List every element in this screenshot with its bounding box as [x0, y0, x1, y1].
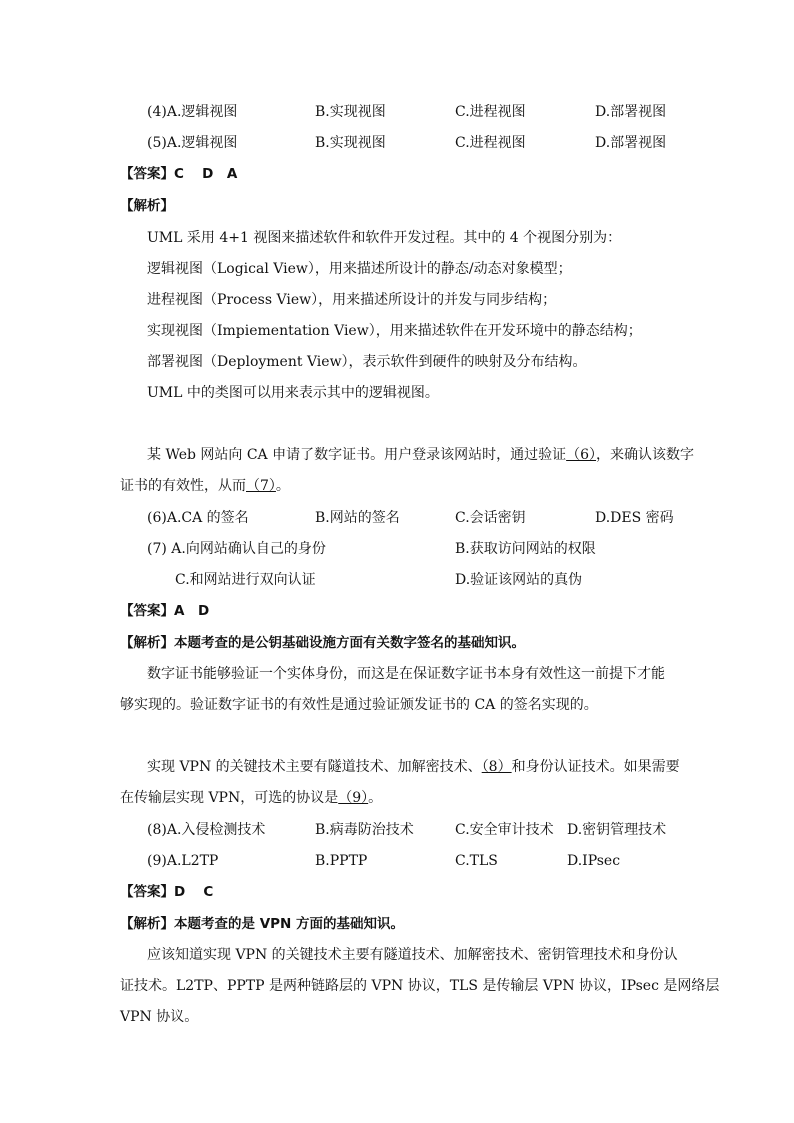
- blank-7: （7）: [246, 478, 276, 494]
- option-d: D.密钥管理技术: [567, 822, 667, 838]
- answer-3: [120, 882, 213, 902]
- analysis-head: 本题考查的是公钥基础设施方面有关数字签名的基础知识。: [174, 635, 525, 651]
- answer-value: D C: [174, 884, 214, 900]
- analysis-line: 证技术。L2TP、PPTP 是两种链路层的 VPN 协议，TLS 是传输层 VPN 协议，IPsec 是网络层: [120, 978, 720, 994]
- option-b: B.获取访问网站的权限: [455, 541, 596, 557]
- option-d: D.部署视图: [595, 104, 667, 120]
- blank-9: （9）: [338, 790, 369, 806]
- answer-2: [120, 601, 209, 621]
- stem-text: 在传输层实现 VPN，可选的协议是: [120, 790, 339, 806]
- blank-6: （6）: [566, 447, 597, 463]
- analysis-head: 本题考查的是 VPN 方面的基础知识。: [174, 916, 405, 932]
- option-row-4: [147, 102, 667, 122]
- analysis-line: 数字证书能够验证一个实体身份，而这是在保证数字证书本身有效性这一前提下才能: [147, 666, 665, 682]
- option-c: C.和网站进行双向认证: [175, 572, 316, 588]
- analysis-label-1: 【解析】: [120, 198, 174, 214]
- question-number: (5): [147, 135, 167, 151]
- option-c: C.进程视图: [455, 104, 526, 120]
- option-b: B.PPTP: [315, 853, 368, 869]
- option-b: B.实现视图: [315, 135, 386, 151]
- analysis-line: 进程视图（Process View），用来描述所设计的并发与同步结构；: [147, 292, 557, 308]
- option-row-8: [147, 820, 667, 840]
- stem-text: 某 Web 网站向 CA 申请了数字证书。用户登录该网站时，通过验证: [147, 447, 567, 463]
- option-a: A.逻辑视图: [166, 135, 238, 151]
- option-c: C.会话密钥: [455, 510, 526, 526]
- option-d: D.IPsec: [567, 853, 621, 869]
- analysis-line: UML 中的类图可以用来表示其中的逻辑视图。: [147, 385, 439, 401]
- answer-1: [120, 164, 237, 184]
- option-d: D.部署视图: [595, 135, 667, 151]
- answer-label: 【答案】: [120, 603, 174, 619]
- option-row-7b: [175, 570, 583, 590]
- analysis-line: VPN 协议。: [120, 1009, 199, 1025]
- stem-text: ，来确认该数字: [596, 447, 695, 463]
- stem-text: 实现 VPN 的关键技术主要有隧道技术、加解密技术、: [147, 759, 482, 775]
- analysis-line: UML 采用 4+1 视图来描述软件和软件开发过程。其中的 4 个视图分别为：: [147, 230, 622, 246]
- question-stem-cont: [120, 476, 290, 496]
- answer-value: A D: [174, 603, 210, 619]
- analysis-heading-3: [120, 914, 404, 934]
- option-row-9: [147, 851, 621, 871]
- option-a: (7) A.向网站确认自己的身份: [147, 541, 326, 557]
- analysis-line: 逻辑视图（Logical View），用来描述所设计的静态/动态对象模型；: [147, 261, 572, 277]
- option-a: A.逻辑视图: [166, 104, 238, 120]
- option-a: (9)A.L2TP: [147, 853, 219, 869]
- blank-8: （8）: [481, 759, 512, 775]
- option-b: B.实现视图: [315, 104, 386, 120]
- analysis-line: 部署视图（Deployment View），表示软件到硬件的映射及分布结构。: [147, 354, 587, 370]
- question-stem: [147, 757, 680, 777]
- question-stem-cont: [120, 788, 382, 808]
- question-stem: [147, 445, 694, 465]
- option-b: B.网站的签名: [315, 510, 400, 526]
- analysis-heading-2: [120, 633, 525, 653]
- option-row-7: [147, 539, 596, 559]
- option-a: (8)A.入侵检测技术: [147, 822, 266, 838]
- answer-label: 【答案】: [120, 166, 174, 182]
- option-c: C.TLS: [455, 853, 498, 869]
- option-c: C.进程视图: [455, 135, 526, 151]
- option-d: D.验证该网站的真伪: [455, 572, 583, 588]
- stem-text: 。: [275, 478, 290, 494]
- answer-value: C D A: [174, 166, 238, 182]
- analysis-line: 够实现的。验证数字证书的有效性是通过验证颁发证书的 CA 的签名实现的。: [120, 697, 598, 713]
- answer-label: 【答案】: [120, 884, 174, 900]
- option-c: C.安全审计技术: [455, 822, 554, 838]
- analysis-label: 【解析】: [120, 916, 174, 932]
- option-b: B.病毒防治技术: [315, 822, 414, 838]
- question-number: (4): [147, 104, 167, 120]
- option-d: D.DES 密码: [595, 510, 674, 526]
- analysis-line: 应该知道实现 VPN 的关键技术主要有隧道技术、加解密技术、密钥管理技术和身份认: [147, 947, 678, 963]
- analysis-label: 【解析】: [120, 635, 174, 651]
- stem-text: 。: [368, 790, 383, 806]
- option-row-6: [147, 508, 674, 528]
- option-a: (6)A.CA 的签名: [147, 510, 249, 526]
- stem-text: 和身份认证技术。如果需要: [511, 759, 680, 775]
- stem-text: 证书的有效性，从而: [120, 478, 246, 494]
- analysis-line: 实现视图（Impiementation View），用来描述软件在开发环境中的静态结构；: [147, 323, 642, 339]
- option-row-5: [147, 133, 667, 153]
